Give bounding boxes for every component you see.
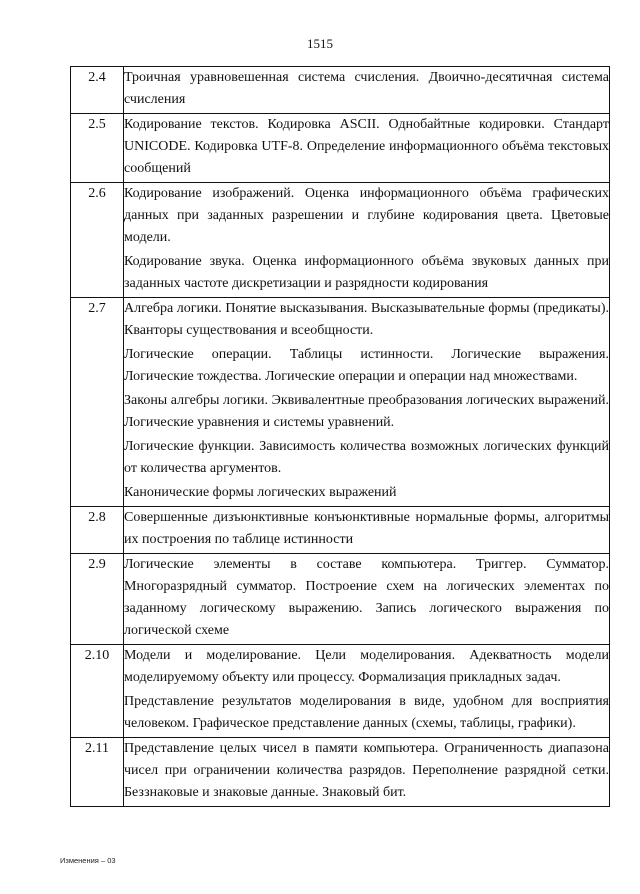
section-content (124, 554, 610, 645)
page-number: 1515 (307, 36, 333, 51)
topics-table-body (71, 67, 610, 807)
section-content (124, 114, 610, 183)
topic-paragraph: Кодирование текстов. Кодировка ASCII. Однобайтные кодировки. Стандарт UNICODE. Кодировка UTF-8. Определение информационного объёма текстовых сообщений (124, 117, 609, 176)
section-number: 2.6 (71, 183, 124, 298)
section-content (124, 645, 610, 738)
topic-paragraph: Канонические формы логических выражений (124, 485, 397, 500)
table-row (71, 183, 610, 298)
topic-paragraph: Троичная уравновешенная система счисления. Двоично-десятичная система счисления (124, 70, 609, 107)
section-number: 2.5 (71, 114, 124, 183)
topic-paragraph: Совершенные дизъюнктивные конъюнктивные нормальные формы, алгоритмы их построения по таблице истинности (124, 510, 609, 547)
topic-paragraph: Логические функции. Зависимость количества возможных логических функций от количества аргументов. (124, 439, 609, 476)
section-number: 2.10 (71, 645, 124, 738)
table-row (71, 114, 610, 183)
section-number: 2.7 (71, 298, 124, 507)
table-row (71, 507, 610, 554)
topic-paragraph: Кодирование изображений. Оценка информационного объёма графических данных при заданных разрешении и глубине кодирования цвета. Цветовые модели. (124, 186, 609, 245)
topic-paragraph: Логические операции. Таблицы истинности. Логические выражения. Логические тождества. Логические операции и операции над множествами. (124, 347, 609, 384)
topic-paragraph: Представление результатов моделирования в виде, удобном для восприятия человеком. Графическое представление данных (схемы, таблицы, графики). (124, 694, 609, 731)
topic-paragraph: Кодирование звука. Оценка информационного объёма звуковых данных при заданных частоте дискретизации и разрядности кодирования (124, 254, 609, 291)
table-row (71, 67, 610, 114)
table-row (71, 645, 610, 738)
section-number: 2.11 (71, 738, 124, 807)
topic-paragraph: Представление целых чисел в памяти компьютера. Ограниченность диапазона чисел при ограничении количества разрядов. Переполнение разрядной сетки. Беззнаковые и знаковые данные. Знаковый бит. (124, 741, 609, 800)
section-content (124, 507, 610, 554)
topic-paragraph: Законы алгебры логики. Эквивалентные преобразования логических выражений. Логические уравнения и системы уравнений. (124, 393, 609, 430)
table-row (71, 554, 610, 645)
section-content (124, 738, 610, 807)
table-row (71, 738, 610, 807)
topic-paragraph: Логические элементы в составе компьютера. Триггер. Сумматор. Многоразрядный сумматор. Построение схем на логических элементах по заданному логическому выражению. Запись логического выражения по логической схеме (124, 557, 609, 638)
topics-table (70, 66, 610, 807)
table-row (71, 298, 610, 507)
section-number: 2.8 (71, 507, 124, 554)
footer-revision: Изменения – 03 (60, 856, 116, 865)
section-number: 2.9 (71, 554, 124, 645)
section-number: 2.4 (71, 67, 124, 114)
section-content (124, 298, 610, 507)
topic-paragraph: Модели и моделирование. Цели моделирования. Адекватность модели моделируемому объекту или процессу. Формализация прикладных задач. (124, 648, 609, 685)
section-content (124, 183, 610, 298)
section-content (124, 67, 610, 114)
topic-paragraph: Алгебра логики. Понятие высказывания. Высказывательные формы (предикаты). Кванторы существования и всеобщности. (124, 301, 609, 338)
